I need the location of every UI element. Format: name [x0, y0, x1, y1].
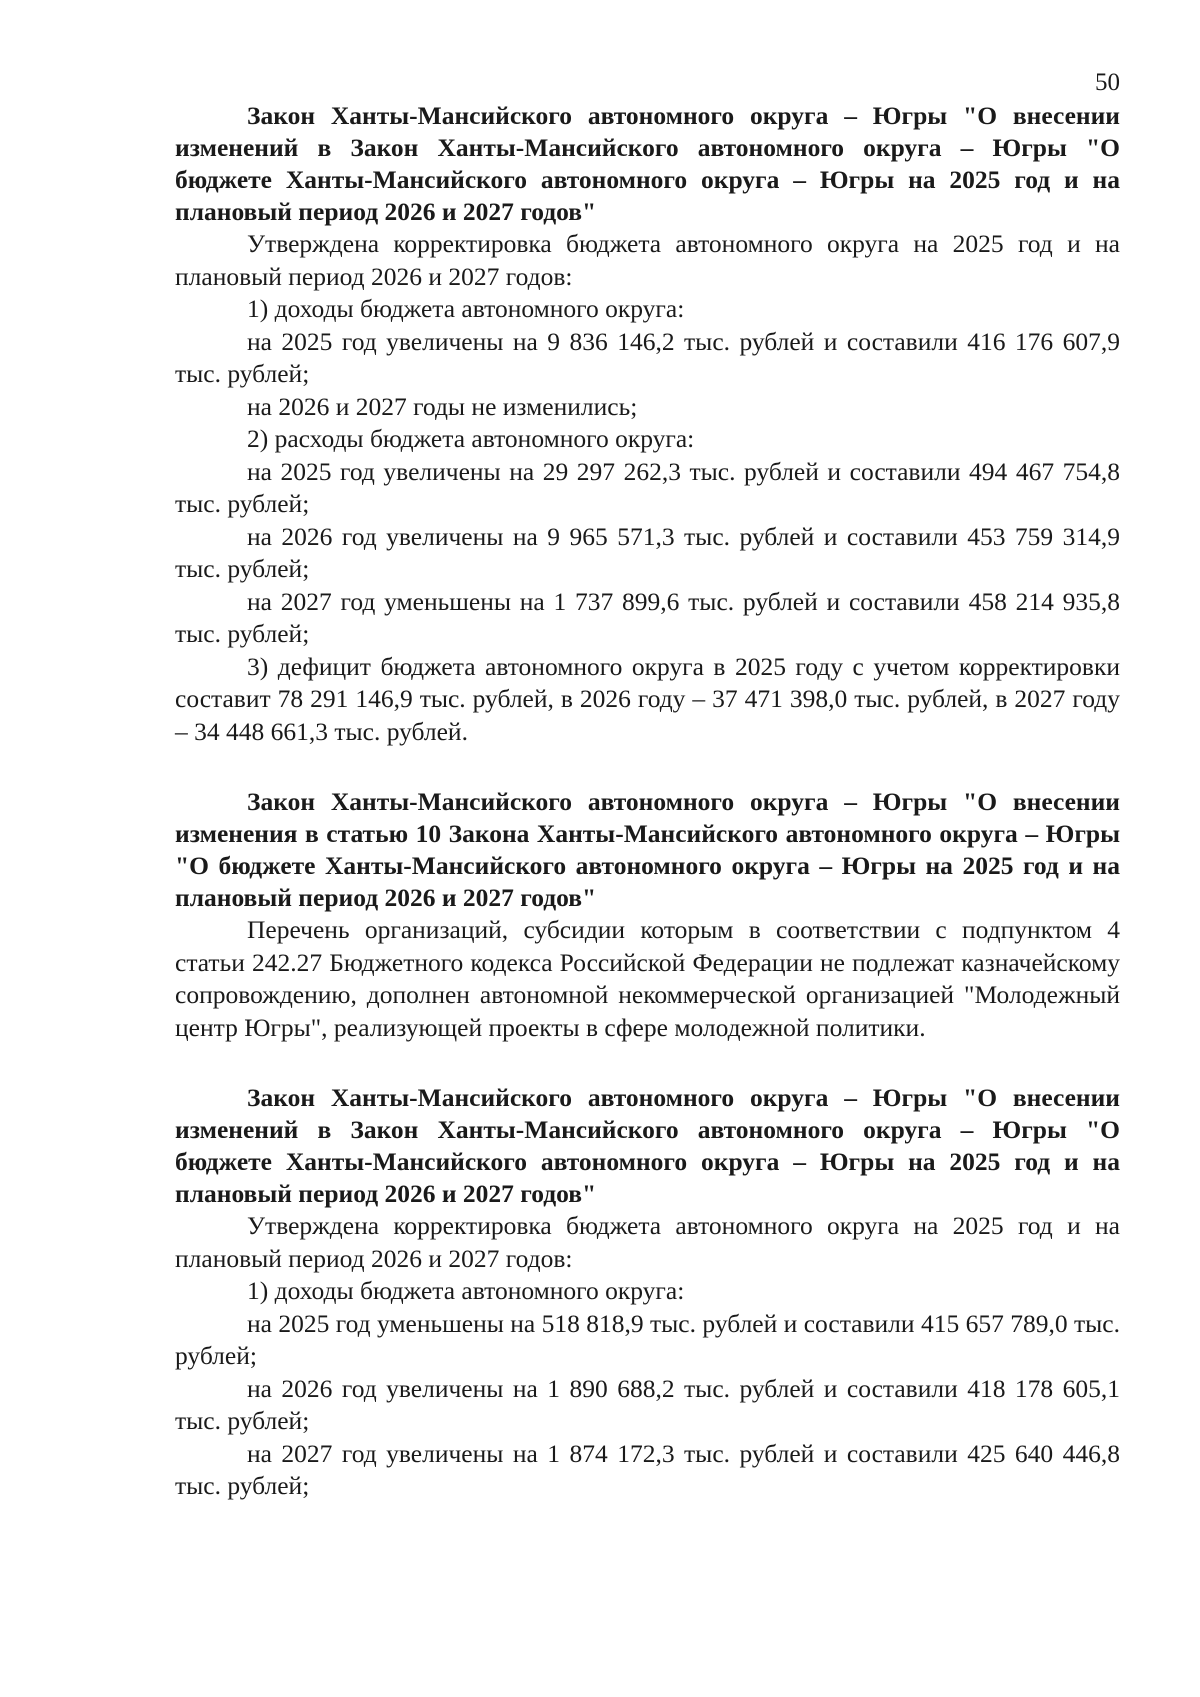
paragraph: на 2027 год увеличены на 1 874 172,3 тыс. рублей и составили 425 640 446,8 тыс. рублей; [175, 1438, 1120, 1500]
law-section-1 [175, 100, 1120, 748]
law-section-2 [175, 786, 1120, 1044]
section-heading: Закон Ханты-Мансийского автономного округа – Югры "О внесении изменения в статью 10 Закона Ханты-Мансийского автономного округа – Югры "О бюджете Ханты-Мансийского автономного округа – Югры на 2025 год и на плановый период 2026 и 2027 годов" [175, 787, 1120, 912]
section-heading: Закон Ханты-Мансийского автономного округа – Югры "О внесении изменений в Закон Ханты-Мансийского автономного округа – Югры "О бюджете Ханты-Мансийского автономного округа – Югры на 2025 год и на плановый период 2026 и 2027 годов" [175, 101, 1120, 226]
paragraph: на 2026 и 2027 годы не изменились; [247, 391, 638, 421]
law-section-3 [175, 1082, 1120, 1503]
paragraph: на 2025 год увеличены на 29 297 262,3 тыс. рублей и составили 494 467 754,8 тыс. рублей; [175, 456, 1120, 518]
document-body [175, 100, 1120, 1503]
paragraph: 1) доходы бюджета автономного округа: [247, 1276, 685, 1305]
paragraph: Утверждена корректировка бюджета автономного округа на 2025 год и на плановый период 2026 и 2027 годов: [175, 1211, 1120, 1273]
paragraph: 1) доходы бюджета автономного округа: [247, 294, 685, 323]
paragraph: на 2026 год увеличены на 9 965 571,3 тыс. рублей и составили 453 759 314,9 тыс. рублей; [175, 521, 1120, 583]
paragraph: на 2025 год уменьшены на 518 818,9 тыс. рублей и составили 415 657 789,0 тыс. рублей; [175, 1308, 1120, 1370]
paragraph: на 2025 год увеличены на 9 836 146,2 тыс. рублей и составили 416 176 607,9 тыс. рублей; [175, 326, 1120, 388]
paragraph: 3) дефицит бюджета автономного округа в 2025 году с учетом корректировки составит 78 291 146,9 тыс. рублей, в 2026 году – 37 471 398,0 тыс. рублей, в 2027 году – 34 448 661,3 тыс. рублей. [175, 651, 1120, 746]
paragraph: Перечень организаций, субсидии которым в соответствии с подпунктом 4 статьи 242.27 Бюджетного кодекса Российской Федерации не подлежат казначейскому сопровождению, дополнен автономной некоммерческой организацией "Молодежный центр Югры", реализующей проекты в сфере молодежной политики. [175, 915, 1120, 1042]
paragraph: Утверждена корректировка бюджета автономного округа на 2025 год и на плановый период 2026 и 2027 годов: [175, 229, 1120, 291]
paragraph: 2) расходы бюджета автономного округа: [247, 424, 695, 453]
section-heading: Закон Ханты-Мансийского автономного округа – Югры "О внесении изменений в Закон Ханты-Мансийского автономного округа – Югры "О бюджете Ханты-Мансийского автономного округа – Югры на 2025 год и на плановый период 2026 и 2027 годов" [175, 1083, 1120, 1208]
page-number: 50 [1095, 69, 1120, 96]
paragraph: на 2026 год увеличены на 1 890 688,2 тыс. рублей и составили 418 178 605,1 тыс. рублей; [175, 1373, 1120, 1435]
paragraph: на 2027 год уменьшены на 1 737 899,6 тыс. рублей и составили 458 214 935,8 тыс. рублей; [175, 586, 1120, 648]
